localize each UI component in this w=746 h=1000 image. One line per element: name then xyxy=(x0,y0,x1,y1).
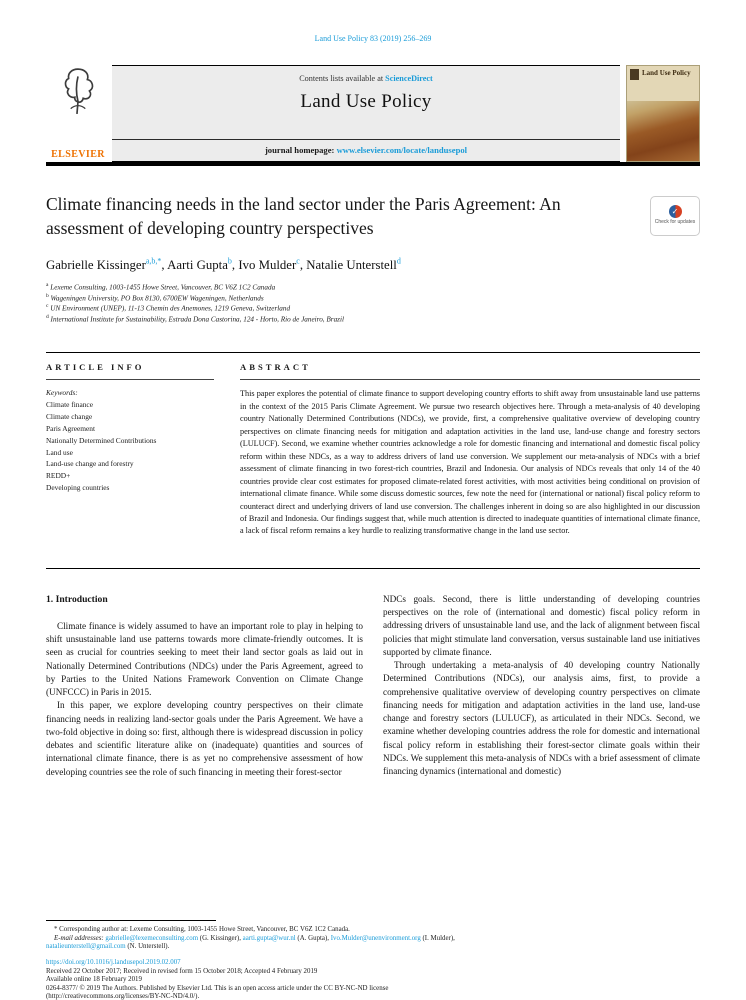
affiliation-superscript: c xyxy=(46,303,49,310)
affiliation-text: UN Environment (UNEP), 11-13 Chemin des Anemones, 1219 Geneva, Switzerland xyxy=(48,304,291,313)
email-link[interactable]: aarti.gupta@wur.nl xyxy=(242,934,296,942)
journal-title: Land Use Policy xyxy=(300,91,432,112)
elsevier-tree-icon xyxy=(60,66,96,116)
author-superscript: a,b,* xyxy=(145,257,162,267)
keyword: Developing countries xyxy=(46,483,110,493)
body-column-left xyxy=(46,593,363,851)
author-list xyxy=(46,257,700,273)
homepage-line xyxy=(112,139,620,161)
affiliation-text: International Institute for Sustainability, Estrada Dona Castorina, 124 - Horto, Rio de Janeiro, Brazil xyxy=(48,315,344,324)
masthead-center-panel xyxy=(112,65,620,162)
author-separator: , xyxy=(161,258,168,273)
cover-elsevier-mark-icon xyxy=(630,69,639,80)
author-name: Natalie Unterstell xyxy=(306,258,397,273)
doi-link[interactable]: https://doi.org/10.1016/j.landusepol.2019.02.007 xyxy=(46,958,181,966)
email-suffix: (A. Gupta), xyxy=(295,934,331,942)
elsevier-logo xyxy=(46,65,110,162)
affiliation xyxy=(46,314,700,324)
author-separator: , xyxy=(231,258,239,273)
keyword: REDD+ xyxy=(46,471,71,481)
abstract-heading: ABSTRACT xyxy=(240,362,700,380)
affiliation-text: Wageningen University, PO Box 8130, 6700EW Wageningen, Netherlands xyxy=(48,294,264,303)
bottom-cluster xyxy=(46,920,700,1000)
crossmark-icon: ✓ xyxy=(669,205,682,218)
abstract-column xyxy=(240,362,700,538)
keyword: Climate change xyxy=(46,412,93,422)
email-link[interactable]: natalieunterstell@gmail.com xyxy=(46,943,126,951)
check-for-updates-badge[interactable] xyxy=(650,196,700,236)
body-columns xyxy=(46,593,700,851)
email-link[interactable]: Ivo.Mulder@unenvironment.org xyxy=(330,934,421,942)
cover-image xyxy=(627,101,699,161)
affiliation-superscript: b xyxy=(46,292,49,299)
author-name: Ivo Mulder xyxy=(238,258,297,273)
cover-title: Land Use Policy xyxy=(642,69,691,77)
author xyxy=(238,258,306,272)
footnote-divider xyxy=(46,920,216,921)
author-name: Gabrielle Kissinger xyxy=(46,258,146,273)
author xyxy=(46,258,167,272)
corresponding-author-note: * Corresponding author at: Lexeme Consulting, 1003-1455 Howe Street, Vancouver, BC V6Z 1C2 Canada. xyxy=(54,926,350,933)
body-paragraph: Climate finance is widely assumed to have an important role to play in helping to shift unsustainable land use patterns towards more climate-friendly outcomes. It is seen as crucial for countries seeking to meet their land sector goals as laid out in Nationally Determined Contributions (NDCs) under the Paris Agreement, agreed to by Parties to the United Nations Framework Convention on Climate Change (UNFCCC) in Paris in 2015. xyxy=(46,620,363,698)
affiliation-superscript: a xyxy=(46,282,49,289)
article-info-heading: ARTICLE INFO xyxy=(46,362,214,380)
affiliation-list xyxy=(46,282,700,324)
journal-citation-link[interactable]: Land Use Policy 83 (2019) 256–269 xyxy=(314,34,432,43)
masthead xyxy=(46,65,700,162)
affiliation xyxy=(46,303,700,313)
keyword: Paris Agreement xyxy=(46,423,96,433)
body-paragraph: Through undertaking a meta-analysis of 40 developing country Nationally Determined Contributions (NDCs), our analysis aims, first, to provide a comprehensive qualitative overview of developing country perspectives on climate financing needs for mitigation and adaptation activities in the land use, land-use change and forestry sectors (LULUCF), as articulated in their NDCs. Second, we examine whether developing countries address the role for domestic and international fiscal policy reform in establishing their forest-sector climate goals within their NDCs. We supplement this meta-analysis of NDCs with a brief assessment of climate financing dynamics (international and domestic) xyxy=(383,660,700,777)
keyword: Land use xyxy=(46,447,73,457)
author-separator: , xyxy=(299,258,307,273)
contents-line xyxy=(299,74,433,83)
info-abstract-section xyxy=(46,352,700,538)
masthead-divider xyxy=(46,162,700,166)
body-divider xyxy=(46,568,700,569)
email-suffix: (G. Kissinger), xyxy=(198,934,243,942)
article-info-column xyxy=(46,362,214,538)
keyword: Nationally Determined Contributions xyxy=(46,435,157,445)
title-row xyxy=(46,192,700,242)
elsevier-wordmark: ELSEVIER xyxy=(51,149,105,160)
affiliation-text: Lexeme Consulting, 1003-1455 Howe Street, Vancouver, BC V6Z 1C2 Canada xyxy=(48,283,276,292)
check-badge-label: Check for updates xyxy=(654,219,696,226)
author-superscript: c xyxy=(296,257,300,267)
affiliation-superscript: d xyxy=(46,313,49,320)
copyright-line: 0264-8377/ © 2019 The Authors. Published by Elsevier Ltd. This is an open access article under the CC BY-NC-ND license xyxy=(46,984,389,992)
author-name: Aarti Gupta xyxy=(167,258,228,273)
author-superscript: b xyxy=(227,257,232,267)
keyword: Climate finance xyxy=(46,400,93,410)
affiliation xyxy=(46,282,700,292)
keywords-block xyxy=(46,387,214,494)
author xyxy=(306,258,401,272)
sciencedirect-link[interactable]: ScienceDirect xyxy=(385,74,433,83)
email-link[interactable]: gabrielle@lexemeconsulting.com xyxy=(105,934,199,942)
author xyxy=(167,258,238,272)
keyword: Land-use change and forestry xyxy=(46,459,134,469)
body-paragraph: In this paper, we explore developing country perspectives on their climate financing needs in realizing land-sector goals under the Paris Agreement. We have a two-fold objective in doing so: first, although there is widespread discussion in policy debates and scientific literature alike on (inadequate) quantities and sources of international climate finance, there is as yet no comprehensive assessment of how developing countries see the role of such financing in meeting their forest-sector xyxy=(46,700,363,777)
homepage-label: journal homepage: xyxy=(264,145,337,155)
email-suffix: (I. Mulder), xyxy=(420,934,455,942)
abstract-text: This paper explores the potential of climate finance to support developing country efforts to shift away from unsustainable land use patterns in the context of the 2015 Paris Climate Agreement. We pursue two research objectives here. Through a meta-analysis of 40 developing country Nationally Determined Contributions (NDCs), we provide, first, a comprehensive qualitative overview of developing country perspectives on climate financing needs for mitigation and adaptation activities in the land use, land-use change and forestry sectors (LULUCF). Second, we examine whether countries acknowledge a role for domestic financing and international and domestic fiscal policy reform within these NDCs, as a way to address drivers of land use conversion. We supplement our meta-analysis of NDCs with a brief assessment of climate financing in two forest-rich countries, Brazil and Indonesia. Our analysis of NDCs reveals that only 14 of the 40 countries provide clear cost estimates for proposed climate-related forest activities, with most activities being conditional on provision of international climate finance. While some discuss domestic sources, few note the need for (international or national) fiscal policy reform to counteract direct and underlying drivers of land use conversion. The challenges inherent in doing so are also highlighted in our discussion of Brazil and Indonesia. Our findings suggest that, while much attention is directed to inadequate quantities of international climate finance, a lack of fiscal reform remains a key hurdle to realizing transformative change in the land use sector. xyxy=(240,389,700,536)
email-suffix: (N. Unterstell). xyxy=(125,943,170,951)
article-title: Climate financing needs in the land sector under the Paris Agreement: An assessment of developing country perspectives xyxy=(46,193,561,239)
section-heading: 1. Introduction xyxy=(46,593,108,605)
contents-prefix: Contents lists available at xyxy=(299,74,386,83)
email-label: E-mail addresses: xyxy=(54,934,106,942)
available-online: Available online 18 February 2019 xyxy=(46,976,142,984)
journal-homepage-link[interactable]: www.elsevier.com/locate/landusepol xyxy=(336,145,468,155)
affiliation xyxy=(46,293,700,303)
author-superscript: d xyxy=(396,257,401,267)
body-paragraph: NDCs goals. Second, there is little understanding of developing countries perspectives on the role of (international and domestic) fiscal policy reform in addressing drivers of unsustainable land use, and the lack of alignment between fiscal policies that might stimulate land conversation, versus sustainable land use initiatives supported by climate finance. xyxy=(383,593,700,657)
email-addresses-line xyxy=(46,935,700,944)
footer-block xyxy=(46,959,700,1000)
license-line: (http://creativecommons.org/licenses/BY-NC-ND/4.0/). xyxy=(46,993,200,1000)
journal-cover xyxy=(626,65,700,162)
body-column-right xyxy=(383,593,700,851)
keywords-label: Keywords: xyxy=(46,388,78,398)
email-addresses-line-2 xyxy=(46,943,700,952)
received-dates: Received 22 October 2017; Received in revised form 15 October 2018; Accepted 4 February 2019 xyxy=(46,967,318,975)
